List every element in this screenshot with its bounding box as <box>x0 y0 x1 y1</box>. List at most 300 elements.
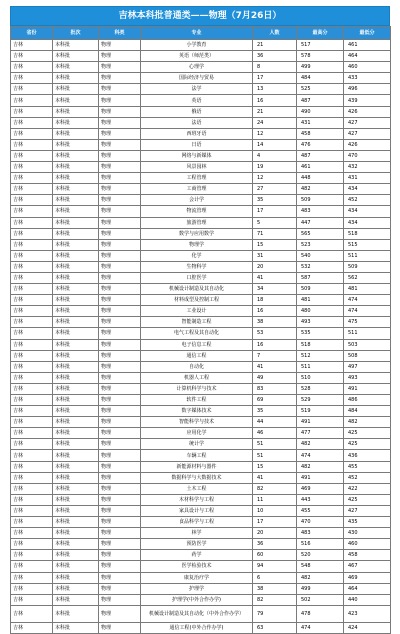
province-cell: 吉林 <box>11 605 53 623</box>
table-row <box>11 361 391 372</box>
batch-cell: 本科批 <box>53 539 99 550</box>
count-cell: 46 <box>253 428 297 439</box>
max-score-cell: 517 <box>297 40 344 51</box>
min-score-cell: 493 <box>344 372 391 383</box>
max-score-cell: 519 <box>297 406 344 417</box>
min-score-cell: 431 <box>344 173 391 184</box>
count-cell: 16 <box>253 95 297 106</box>
table-row <box>11 173 391 184</box>
min-score-cell: 452 <box>344 195 391 206</box>
min-score-cell: 511 <box>344 328 391 339</box>
province-cell: 吉林 <box>11 306 53 317</box>
category-cell: 物理 <box>99 295 141 306</box>
max-score-cell: 447 <box>297 217 344 228</box>
province-cell: 吉林 <box>11 528 53 539</box>
max-score-cell: 487 <box>297 95 344 106</box>
max-score-cell: 484 <box>297 73 344 84</box>
category-cell: 物理 <box>99 623 141 634</box>
batch-cell: 本科批 <box>53 439 99 450</box>
batch-cell: 本科批 <box>53 623 99 634</box>
table-row <box>11 483 391 494</box>
min-score-cell: 434 <box>344 184 391 195</box>
table-row <box>11 550 391 561</box>
count-cell: 19 <box>253 162 297 173</box>
category-cell: 物理 <box>99 84 141 95</box>
min-score-cell: 467 <box>344 561 391 572</box>
batch-cell: 本科批 <box>53 95 99 106</box>
count-cell: 27 <box>253 184 297 195</box>
province-cell: 吉林 <box>11 173 53 184</box>
max-score-cell: 499 <box>297 583 344 594</box>
min-score-cell: 434 <box>344 217 391 228</box>
batch-cell: 本科批 <box>53 505 99 516</box>
min-score-cell: 435 <box>344 517 391 528</box>
table-row <box>11 250 391 261</box>
table-row <box>11 472 391 483</box>
count-cell: 83 <box>253 383 297 394</box>
province-cell: 吉林 <box>11 483 53 494</box>
category-header: 科类 <box>99 27 141 40</box>
batch-cell: 本科批 <box>53 417 99 428</box>
count-cell: 11 <box>253 494 297 505</box>
major-cell: 智能制造工程 <box>141 317 253 328</box>
major-cell: 林学 <box>141 528 253 539</box>
batch-cell: 本科批 <box>53 383 99 394</box>
min-score-cell: 455 <box>344 461 391 472</box>
count-cell: 94 <box>253 561 297 572</box>
max-score-cell: 509 <box>297 195 344 206</box>
province-cell: 吉林 <box>11 417 53 428</box>
province-cell: 吉林 <box>11 328 53 339</box>
max-score-cell: 520 <box>297 550 344 561</box>
category-cell: 物理 <box>99 128 141 139</box>
max-score-cell: 482 <box>297 461 344 472</box>
min-score-cell: 430 <box>344 528 391 539</box>
count-cell: 21 <box>253 40 297 51</box>
province-cell: 吉林 <box>11 406 53 417</box>
min-score-cell: 460 <box>344 539 391 550</box>
province-cell: 吉林 <box>11 261 53 272</box>
table-row <box>11 51 391 62</box>
min-score-cell: 461 <box>344 40 391 51</box>
count-cell: 17 <box>253 206 297 217</box>
batch-cell: 本科批 <box>53 350 99 361</box>
batch-cell: 本科批 <box>53 317 99 328</box>
max-score-cell: 458 <box>297 128 344 139</box>
batch-cell: 本科批 <box>53 372 99 383</box>
min-score-cell: 475 <box>344 317 391 328</box>
category-cell: 物理 <box>99 517 141 528</box>
max-score-cell: 476 <box>297 139 344 150</box>
min-score-cell: 460 <box>344 62 391 73</box>
table-row <box>11 272 391 283</box>
count-cell: 24 <box>253 117 297 128</box>
category-cell: 物理 <box>99 461 141 472</box>
table-row <box>11 372 391 383</box>
batch-cell: 本科批 <box>53 217 99 228</box>
major-cell: 物流管理 <box>141 206 253 217</box>
province-header: 省份 <box>11 27 53 40</box>
table-row <box>11 583 391 594</box>
count-cell: 82 <box>253 594 297 605</box>
min-score-cell: 511 <box>344 250 391 261</box>
category-cell: 物理 <box>99 162 141 173</box>
min-score-cell: 432 <box>344 162 391 173</box>
max-score-cell: 523 <box>297 239 344 250</box>
min-score-cell: 427 <box>344 128 391 139</box>
batch-cell: 本科批 <box>53 206 99 217</box>
count-cell: 53 <box>253 328 297 339</box>
count-cell: 8 <box>253 62 297 73</box>
category-cell: 物理 <box>99 184 141 195</box>
batch-cell: 本科批 <box>53 284 99 295</box>
major-cell: 土木工程 <box>141 483 253 494</box>
table-row <box>11 184 391 195</box>
category-cell: 物理 <box>99 483 141 494</box>
min-score-cell: 458 <box>344 550 391 561</box>
major-cell: 药学 <box>141 550 253 561</box>
category-cell: 物理 <box>99 539 141 550</box>
table-row <box>11 517 391 528</box>
table-row <box>11 95 391 106</box>
max-score-cell: 478 <box>297 605 344 623</box>
major-cell: 康复治疗学 <box>141 572 253 583</box>
count-cell: 34 <box>253 284 297 295</box>
major-cell: 机械设计制造及其自动化 <box>141 284 253 295</box>
batch-cell: 本科批 <box>53 483 99 494</box>
min-score-cell: 470 <box>344 150 391 161</box>
province-cell: 吉林 <box>11 539 53 550</box>
min-score-cell: 439 <box>344 95 391 106</box>
count-cell: 82 <box>253 483 297 494</box>
province-cell: 吉林 <box>11 150 53 161</box>
max-score-cell: 540 <box>297 250 344 261</box>
province-cell: 吉林 <box>11 450 53 461</box>
max-score-cell: 499 <box>297 62 344 73</box>
max-score-cell: 482 <box>297 184 344 195</box>
table-row <box>11 428 391 439</box>
table-row <box>11 505 391 516</box>
min-score-header: 最低分 <box>344 27 391 40</box>
batch-cell: 本科批 <box>53 517 99 528</box>
batch-cell: 本科批 <box>53 561 99 572</box>
province-cell: 吉林 <box>11 317 53 328</box>
count-cell: 17 <box>253 73 297 84</box>
count-cell: 51 <box>253 439 297 450</box>
count-cell: 12 <box>253 128 297 139</box>
header-row <box>11 27 391 40</box>
province-cell: 吉林 <box>11 295 53 306</box>
max-score-cell: 512 <box>297 350 344 361</box>
category-cell: 物理 <box>99 239 141 250</box>
major-cell: 预防医学 <box>141 539 253 550</box>
min-score-cell: 423 <box>344 605 391 623</box>
province-cell: 吉林 <box>11 217 53 228</box>
table-row <box>11 228 391 239</box>
category-cell: 物理 <box>99 472 141 483</box>
table-row <box>11 162 391 173</box>
table-row <box>11 328 391 339</box>
category-cell: 物理 <box>99 261 141 272</box>
table-row <box>11 439 391 450</box>
category-cell: 物理 <box>99 450 141 461</box>
min-score-cell: 484 <box>344 406 391 417</box>
batch-cell: 本科批 <box>53 139 99 150</box>
major-cell: 机器人工程 <box>141 372 253 383</box>
major-cell: 车辆工程 <box>141 450 253 461</box>
category-cell: 物理 <box>99 40 141 51</box>
min-score-cell: 426 <box>344 139 391 150</box>
batch-cell: 本科批 <box>53 228 99 239</box>
batch-cell: 本科批 <box>53 306 99 317</box>
min-score-cell: 503 <box>344 339 391 350</box>
min-score-cell: 425 <box>344 439 391 450</box>
max-score-cell: 587 <box>297 272 344 283</box>
table-row <box>11 84 391 95</box>
major-cell: 电气工程及其自动化 <box>141 328 253 339</box>
major-cell: 数字媒体技术 <box>141 406 253 417</box>
major-cell: 计算机科学与技术 <box>141 383 253 394</box>
count-cell: 63 <box>253 623 297 634</box>
max-score-cell: 518 <box>297 339 344 350</box>
major-cell: 通信工程(中外合作办学) <box>141 623 253 634</box>
batch-cell: 本科批 <box>53 361 99 372</box>
province-cell: 吉林 <box>11 517 53 528</box>
table-row <box>11 217 391 228</box>
category-cell: 物理 <box>99 583 141 594</box>
max-score-cell: 511 <box>297 361 344 372</box>
max-score-cell: 510 <box>297 372 344 383</box>
category-cell: 物理 <box>99 150 141 161</box>
major-cell: 材料成型及控制工程 <box>141 295 253 306</box>
major-cell: 自动化 <box>141 361 253 372</box>
count-cell: 16 <box>253 306 297 317</box>
category-cell: 物理 <box>99 73 141 84</box>
province-cell: 吉林 <box>11 84 53 95</box>
province-cell: 吉林 <box>11 339 53 350</box>
min-score-cell: 464 <box>344 583 391 594</box>
count-cell: 71 <box>253 228 297 239</box>
province-cell: 吉林 <box>11 106 53 117</box>
major-cell: 工商管理 <box>141 184 253 195</box>
province-cell: 吉林 <box>11 494 53 505</box>
major-cell: 化学 <box>141 250 253 261</box>
major-cell: 新能源材料与器件 <box>141 461 253 472</box>
batch-cell: 本科批 <box>53 84 99 95</box>
major-cell: 智能科学与技术 <box>141 417 253 428</box>
batch-cell: 本科批 <box>53 472 99 483</box>
max-score-cell: 461 <box>297 162 344 173</box>
table-title: 吉林本科批普通类——物理（7月26日） <box>10 6 390 26</box>
table-row <box>11 284 391 295</box>
province-cell: 吉林 <box>11 472 53 483</box>
category-cell: 物理 <box>99 505 141 516</box>
category-cell: 物理 <box>99 528 141 539</box>
major-cell: 法语 <box>141 117 253 128</box>
max-score-cell: 532 <box>297 261 344 272</box>
category-cell: 物理 <box>99 195 141 206</box>
category-cell: 物理 <box>99 328 141 339</box>
category-cell: 物理 <box>99 361 141 372</box>
batch-cell: 本科批 <box>53 62 99 73</box>
max-score-cell: 528 <box>297 383 344 394</box>
batch-cell: 本科批 <box>53 173 99 184</box>
batch-cell: 本科批 <box>53 106 99 117</box>
count-cell: 35 <box>253 406 297 417</box>
max-score-cell: 509 <box>297 284 344 295</box>
province-cell: 吉林 <box>11 350 53 361</box>
min-score-cell: 452 <box>344 472 391 483</box>
count-cell: 18 <box>253 295 297 306</box>
category-cell: 物理 <box>99 95 141 106</box>
category-cell: 物理 <box>99 561 141 572</box>
count-cell: 15 <box>253 239 297 250</box>
max-score-cell: 482 <box>297 439 344 450</box>
max-score-header: 最高分 <box>297 27 344 40</box>
province-cell: 吉林 <box>11 428 53 439</box>
category-cell: 物理 <box>99 383 141 394</box>
table-row <box>11 306 391 317</box>
province-cell: 吉林 <box>11 239 53 250</box>
max-score-cell: 443 <box>297 494 344 505</box>
province-cell: 吉林 <box>11 206 53 217</box>
major-cell: 西班牙语 <box>141 128 253 139</box>
major-cell: 工程管理 <box>141 173 253 184</box>
count-cell: 15 <box>253 461 297 472</box>
batch-cell: 本科批 <box>53 150 99 161</box>
province-cell: 吉林 <box>11 184 53 195</box>
max-score-cell: 502 <box>297 594 344 605</box>
min-score-cell: 434 <box>344 206 391 217</box>
table-row <box>11 350 391 361</box>
batch-cell: 本科批 <box>53 395 99 406</box>
province-cell: 吉林 <box>11 62 53 73</box>
min-score-cell: 424 <box>344 623 391 634</box>
batch-cell: 本科批 <box>53 117 99 128</box>
max-score-cell: 474 <box>297 623 344 634</box>
table-row <box>11 395 391 406</box>
province-cell: 吉林 <box>11 128 53 139</box>
major-cell: 口腔医学 <box>141 272 253 283</box>
min-score-cell: 508 <box>344 350 391 361</box>
min-score-cell: 474 <box>344 306 391 317</box>
category-cell: 物理 <box>99 284 141 295</box>
major-cell: 物理学 <box>141 239 253 250</box>
province-cell: 吉林 <box>11 272 53 283</box>
province-cell: 吉林 <box>11 250 53 261</box>
batch-cell: 本科批 <box>53 494 99 505</box>
major-cell: 电子信息工程 <box>141 339 253 350</box>
min-score-cell: 496 <box>344 84 391 95</box>
major-cell: 通信工程 <box>141 350 253 361</box>
max-score-cell: 525 <box>297 84 344 95</box>
major-cell: 生物科学 <box>141 261 253 272</box>
table-row <box>11 383 391 394</box>
max-score-cell: 474 <box>297 450 344 461</box>
batch-cell: 本科批 <box>53 461 99 472</box>
max-score-cell: 477 <box>297 428 344 439</box>
batch-cell: 本科批 <box>53 184 99 195</box>
major-cell: 英语（师范类） <box>141 51 253 62</box>
major-cell: 会计学 <box>141 195 253 206</box>
max-score-cell: 448 <box>297 173 344 184</box>
min-score-cell: 425 <box>344 494 391 505</box>
major-cell: 风景园林 <box>141 162 253 173</box>
min-score-cell: 433 <box>344 73 391 84</box>
table-body <box>11 40 391 634</box>
province-cell: 吉林 <box>11 572 53 583</box>
major-cell: 俄语 <box>141 106 253 117</box>
batch-cell: 本科批 <box>53 162 99 173</box>
category-cell: 物理 <box>99 173 141 184</box>
min-score-cell: 427 <box>344 117 391 128</box>
category-cell: 物理 <box>99 139 141 150</box>
major-cell: 数学与应用数学 <box>141 228 253 239</box>
table-row <box>11 150 391 161</box>
major-cell: 心理学 <box>141 62 253 73</box>
min-score-cell: 481 <box>344 284 391 295</box>
category-cell: 物理 <box>99 306 141 317</box>
major-cell: 木材科学与工程 <box>141 494 253 505</box>
batch-cell: 本科批 <box>53 406 99 417</box>
min-score-cell: 515 <box>344 239 391 250</box>
category-cell: 物理 <box>99 494 141 505</box>
category-cell: 物理 <box>99 350 141 361</box>
category-cell: 物理 <box>99 372 141 383</box>
major-header: 专业 <box>141 27 253 40</box>
batch-cell: 本科批 <box>53 239 99 250</box>
major-cell: 国际经济与贸易 <box>141 73 253 84</box>
major-cell: 护理学(中外合作办学) <box>141 594 253 605</box>
table-row <box>11 62 391 73</box>
major-cell: 家具设计与工程 <box>141 505 253 516</box>
major-cell: 机械设计制造及其自动化（中外合作办学） <box>141 605 253 623</box>
batch-cell: 本科批 <box>53 583 99 594</box>
count-cell: 41 <box>253 472 297 483</box>
table-row <box>11 261 391 272</box>
count-cell: 20 <box>253 261 297 272</box>
max-score-cell: 491 <box>297 472 344 483</box>
batch-cell: 本科批 <box>53 40 99 51</box>
max-score-cell: 491 <box>297 417 344 428</box>
province-cell: 吉林 <box>11 195 53 206</box>
category-cell: 物理 <box>99 206 141 217</box>
table-row <box>11 494 391 505</box>
batch-cell: 本科批 <box>53 428 99 439</box>
batch-cell: 本科批 <box>53 128 99 139</box>
province-cell: 吉林 <box>11 439 53 450</box>
max-score-cell: 516 <box>297 539 344 550</box>
category-cell: 物理 <box>99 62 141 73</box>
min-score-cell: 464 <box>344 51 391 62</box>
category-cell: 物理 <box>99 594 141 605</box>
count-cell: 4 <box>253 150 297 161</box>
table-row <box>11 295 391 306</box>
min-score-cell: 422 <box>344 483 391 494</box>
min-score-cell: 425 <box>344 428 391 439</box>
province-cell: 吉林 <box>11 139 53 150</box>
category-cell: 物理 <box>99 428 141 439</box>
min-score-cell: 509 <box>344 261 391 272</box>
category-cell: 物理 <box>99 217 141 228</box>
province-cell: 吉林 <box>11 561 53 572</box>
max-score-cell: 455 <box>297 505 344 516</box>
province-cell: 吉林 <box>11 284 53 295</box>
max-score-cell: 482 <box>297 572 344 583</box>
count-cell: 21 <box>253 106 297 117</box>
batch-cell: 本科批 <box>53 73 99 84</box>
batch-cell: 本科批 <box>53 250 99 261</box>
